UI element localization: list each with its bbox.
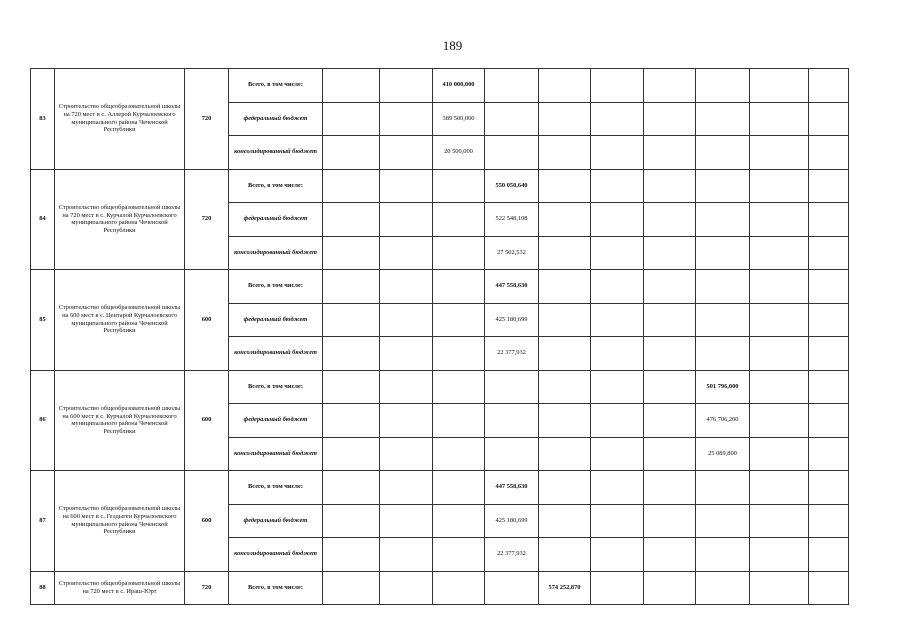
value-cell xyxy=(539,370,591,404)
value-cell xyxy=(380,504,433,538)
value-cell xyxy=(539,102,591,136)
funding-source-label: консолидированный бюджет xyxy=(229,437,323,471)
value-cell xyxy=(644,437,696,471)
value-cell xyxy=(809,136,849,170)
value-cell xyxy=(696,169,750,203)
value-cell xyxy=(644,337,696,371)
funding-source-label: федеральный бюджет xyxy=(229,404,323,438)
value-cell: 425 180,699 xyxy=(485,303,539,337)
funding-source-label: Всего, в том числе: xyxy=(229,169,323,203)
row-number: 85 xyxy=(31,270,55,371)
value-cell xyxy=(323,102,380,136)
funding-source-label: Всего, в том числе: xyxy=(229,471,323,505)
value-cell xyxy=(433,169,485,203)
value-cell xyxy=(644,370,696,404)
value-cell xyxy=(433,404,485,438)
capacity-cell: 720 xyxy=(185,169,229,270)
value-cell xyxy=(750,136,809,170)
value-cell xyxy=(591,571,644,605)
value-cell xyxy=(433,337,485,371)
value-cell xyxy=(591,437,644,471)
budget-table xyxy=(30,68,849,605)
value-cell xyxy=(696,303,750,337)
value-cell xyxy=(809,404,849,438)
value-cell xyxy=(433,203,485,237)
value-cell xyxy=(644,538,696,572)
value-cell: 447 558,630 xyxy=(485,471,539,505)
row-number: 83 xyxy=(31,69,55,170)
value-cell xyxy=(380,102,433,136)
value-cell xyxy=(380,270,433,304)
value-cell xyxy=(485,404,539,438)
row-number: 86 xyxy=(31,370,55,471)
value-cell xyxy=(696,337,750,371)
table-row xyxy=(31,270,849,304)
value-cell xyxy=(696,136,750,170)
value-cell xyxy=(750,102,809,136)
capacity-cell: 720 xyxy=(185,571,229,605)
value-cell xyxy=(323,69,380,103)
value-cell xyxy=(696,236,750,270)
value-cell xyxy=(696,203,750,237)
value-cell xyxy=(323,571,380,605)
value-cell xyxy=(433,471,485,505)
value-cell xyxy=(644,270,696,304)
value-cell xyxy=(809,538,849,572)
value-cell xyxy=(750,303,809,337)
value-cell xyxy=(809,169,849,203)
value-cell xyxy=(485,437,539,471)
capacity-cell: 600 xyxy=(185,471,229,572)
value-cell xyxy=(539,136,591,170)
value-cell xyxy=(323,471,380,505)
value-cell: 522 548,108 xyxy=(485,203,539,237)
value-cell: 27 502,532 xyxy=(485,236,539,270)
value-cell xyxy=(809,437,849,471)
value-cell xyxy=(323,236,380,270)
value-cell xyxy=(750,571,809,605)
value-cell xyxy=(809,270,849,304)
value-cell xyxy=(485,571,539,605)
value-cell xyxy=(591,370,644,404)
funding-source-label: федеральный бюджет xyxy=(229,203,323,237)
object-description: Строительство общеобразовательной школы на 600 мест в с. Курчалой Курчалоевского муниципального района Чеченской Республики xyxy=(55,370,185,471)
value-cell xyxy=(809,504,849,538)
value-cell xyxy=(539,236,591,270)
value-cell xyxy=(380,571,433,605)
value-cell: 501 796,000 xyxy=(696,370,750,404)
value-cell: 476 706,200 xyxy=(696,404,750,438)
capacity-cell: 600 xyxy=(185,370,229,471)
row-number: 87 xyxy=(31,471,55,572)
value-cell xyxy=(809,203,849,237)
value-cell xyxy=(809,303,849,337)
capacity-cell: 600 xyxy=(185,270,229,371)
value-cell xyxy=(644,102,696,136)
funding-source-label: консолидированный бюджет xyxy=(229,136,323,170)
table-row xyxy=(31,370,849,404)
value-cell xyxy=(750,69,809,103)
funding-source-label: Всего, в том числе: xyxy=(229,270,323,304)
value-cell xyxy=(591,337,644,371)
row-number: 84 xyxy=(31,169,55,270)
object-description: Строительство общеобразовательной школы на 600 мест в с. Центарой Курчалоевского муниципального района Чеченской Республики xyxy=(55,270,185,371)
value-cell xyxy=(539,404,591,438)
value-cell xyxy=(433,370,485,404)
value-cell xyxy=(539,538,591,572)
value-cell xyxy=(809,236,849,270)
value-cell xyxy=(380,136,433,170)
value-cell xyxy=(485,69,539,103)
value-cell xyxy=(380,337,433,371)
value-cell: 22 377,932 xyxy=(485,538,539,572)
value-cell xyxy=(380,203,433,237)
value-cell xyxy=(644,471,696,505)
table-row xyxy=(31,571,849,605)
value-cell xyxy=(591,236,644,270)
value-cell xyxy=(380,69,433,103)
page-number: 189 xyxy=(442,38,463,53)
capacity-cell: 720 xyxy=(185,69,229,170)
funding-source-label: федеральный бюджет xyxy=(229,102,323,136)
value-cell xyxy=(539,303,591,337)
value-cell xyxy=(539,437,591,471)
funding-source-label: федеральный бюджет xyxy=(229,504,323,538)
value-cell xyxy=(539,337,591,371)
value-cell xyxy=(380,370,433,404)
object-description: Строительство общеобразовательной школы на 600 мест в с. Гелдыген Курчалоевского муниципального района Чеченской Республики xyxy=(55,471,185,572)
value-cell xyxy=(485,136,539,170)
value-cell xyxy=(539,203,591,237)
value-cell xyxy=(696,270,750,304)
value-cell: 25 089,800 xyxy=(696,437,750,471)
value-cell xyxy=(591,69,644,103)
value-cell xyxy=(380,471,433,505)
value-cell xyxy=(591,203,644,237)
funding-source-label: Всего, в том числе: xyxy=(229,370,323,404)
value-cell xyxy=(750,471,809,505)
value-cell xyxy=(539,169,591,203)
value-cell xyxy=(323,404,380,438)
value-cell xyxy=(433,236,485,270)
value-cell: 425 180,699 xyxy=(485,504,539,538)
object-description: Строительство общеобразовательной школы на 720 мест в с. Аллерой Курчалоевского муниципального района Чеченской Республики xyxy=(55,69,185,170)
value-cell xyxy=(750,404,809,438)
value-cell xyxy=(591,404,644,438)
value-cell xyxy=(380,169,433,203)
value-cell xyxy=(591,169,644,203)
value-cell xyxy=(323,136,380,170)
value-cell xyxy=(323,504,380,538)
value-cell xyxy=(750,538,809,572)
value-cell xyxy=(809,102,849,136)
value-cell xyxy=(809,337,849,371)
value-cell xyxy=(380,538,433,572)
value-cell xyxy=(809,69,849,103)
value-cell xyxy=(591,102,644,136)
value-cell: 447 558,630 xyxy=(485,270,539,304)
value-cell xyxy=(380,236,433,270)
value-cell xyxy=(591,538,644,572)
value-cell xyxy=(433,303,485,337)
value-cell xyxy=(591,504,644,538)
value-cell xyxy=(485,102,539,136)
value-cell xyxy=(591,303,644,337)
value-cell xyxy=(809,571,849,605)
funding-source-label: консолидированный бюджет xyxy=(229,538,323,572)
value-cell xyxy=(750,203,809,237)
table-row xyxy=(31,169,849,203)
value-cell xyxy=(750,437,809,471)
funding-source-label: консолидированный бюджет xyxy=(229,236,323,270)
funding-source-label: федеральный бюджет xyxy=(229,303,323,337)
value-cell xyxy=(644,504,696,538)
value-cell xyxy=(809,471,849,505)
value-cell xyxy=(644,203,696,237)
value-cell xyxy=(644,69,696,103)
object-description: Строительство общеобразовательной школы на 720 мест в с. Курчалой Курчалоевского муниципального района Чеченской Республики xyxy=(55,169,185,270)
value-cell xyxy=(644,236,696,270)
value-cell xyxy=(380,404,433,438)
value-cell xyxy=(750,504,809,538)
value-cell xyxy=(591,471,644,505)
value-cell xyxy=(539,504,591,538)
value-cell xyxy=(591,270,644,304)
value-cell xyxy=(750,169,809,203)
value-cell xyxy=(644,136,696,170)
value-cell xyxy=(750,270,809,304)
value-cell xyxy=(644,404,696,438)
value-cell xyxy=(644,303,696,337)
value-cell: 20 500,000 xyxy=(433,136,485,170)
value-cell xyxy=(696,538,750,572)
funding-source-label: Всего, в том числе: xyxy=(229,571,323,605)
funding-source-label: консолидированный бюджет xyxy=(229,337,323,371)
table-row xyxy=(31,69,849,103)
value-cell xyxy=(485,370,539,404)
value-cell xyxy=(696,471,750,505)
value-cell xyxy=(644,169,696,203)
value-cell xyxy=(323,270,380,304)
value-cell xyxy=(809,370,849,404)
value-cell: 550 050,640 xyxy=(485,169,539,203)
value-cell xyxy=(433,504,485,538)
value-cell xyxy=(433,437,485,471)
value-cell xyxy=(750,370,809,404)
value-cell xyxy=(591,136,644,170)
value-cell xyxy=(433,571,485,605)
value-cell: 574 252,870 xyxy=(539,571,591,605)
value-cell xyxy=(323,538,380,572)
row-number: 88 xyxy=(31,571,55,605)
value-cell xyxy=(323,203,380,237)
value-cell xyxy=(323,169,380,203)
funding-source-label: Всего, в том числе: xyxy=(229,69,323,103)
value-cell xyxy=(696,571,750,605)
object-description: Строительство общеобразовательной школы на 720 мест в с. Ираш-Юрт xyxy=(55,571,185,605)
value-cell: 389 500,000 xyxy=(433,102,485,136)
value-cell xyxy=(380,437,433,471)
value-cell xyxy=(696,504,750,538)
value-cell xyxy=(539,471,591,505)
value-cell: 410 000,000 xyxy=(433,69,485,103)
value-cell xyxy=(323,303,380,337)
value-cell xyxy=(539,69,591,103)
value-cell xyxy=(644,571,696,605)
value-cell xyxy=(696,102,750,136)
value-cell xyxy=(433,270,485,304)
value-cell xyxy=(323,370,380,404)
value-cell xyxy=(750,337,809,371)
value-cell xyxy=(323,437,380,471)
value-cell: 22 377,932 xyxy=(485,337,539,371)
value-cell xyxy=(750,236,809,270)
value-cell xyxy=(433,538,485,572)
value-cell xyxy=(380,303,433,337)
value-cell xyxy=(539,270,591,304)
value-cell xyxy=(323,337,380,371)
value-cell xyxy=(696,69,750,103)
table-row xyxy=(31,471,849,505)
